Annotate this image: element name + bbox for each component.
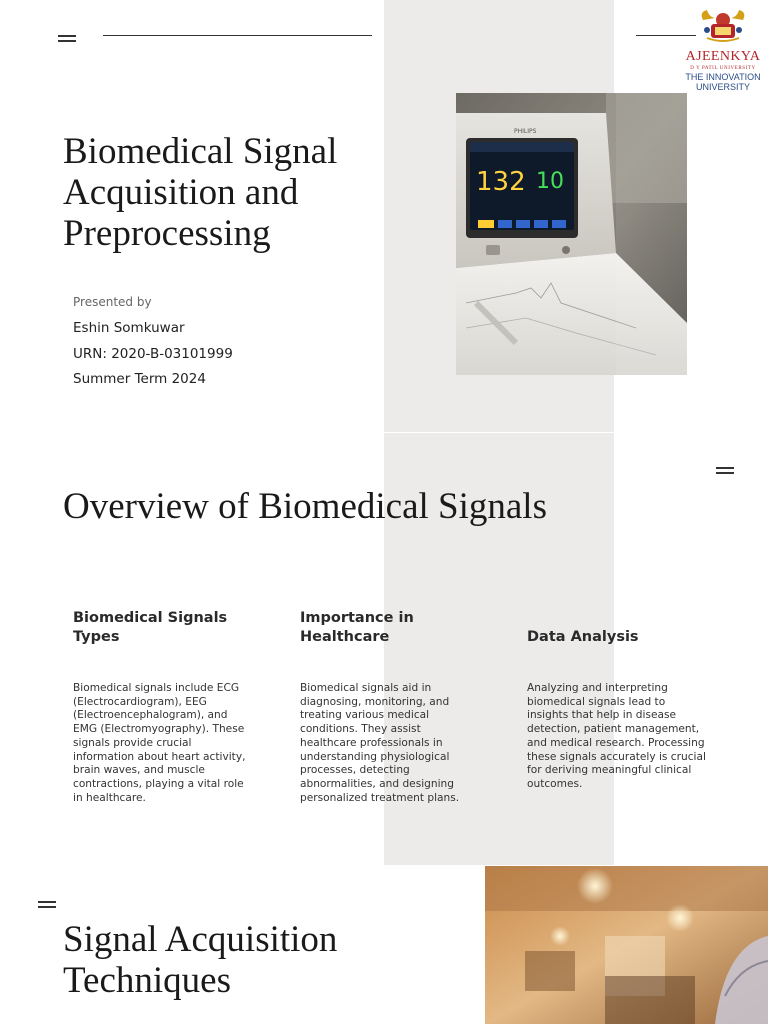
divider-line (103, 35, 372, 36)
presenter-name: Eshin Somkuwar (73, 320, 185, 336)
menu-icon-slide2[interactable] (716, 467, 734, 474)
menu-icon[interactable] (58, 35, 76, 42)
university-logo (680, 8, 766, 92)
techniques-title-line2: Techniques (63, 960, 231, 1001)
logo-subtitle: D Y PATIL UNIVERSITY (690, 66, 756, 71)
presenter-info (73, 293, 233, 393)
card-body-healthcare: Biomedical signals aid in diagnosing, monitoring, and treating various medical conditions. They assist healthcare professionals in understanding physiological processes, detecting abnormalities, and designing personalized treatment plans. (300, 682, 460, 804)
slide-title-line1: Biomedical Signal (63, 131, 338, 172)
slide-title-line3: Preprocessing (63, 213, 271, 254)
card-body-types: Biomedical signals include ECG (Electrocardiogram), EEG (Electroencephalogram), and EMG (Electromyography). These signals provide crucial information about heart activity, brain waves, and muscle contractions, playing a vital role in healthcare. (73, 682, 246, 804)
techniques-title-line1: Signal Acquisition (63, 919, 338, 960)
logo-name: AJEENKYA (685, 49, 761, 64)
card-title-healthcare: Importance in Healthcare (300, 610, 414, 645)
monitor-spo2: 10 (536, 169, 564, 194)
university-crest-icon (697, 8, 749, 44)
patient-monitor-photo (456, 93, 687, 375)
logo-tagline-line2: UNIVERSITY (695, 82, 750, 92)
presenter-term: Summer Term 2024 (73, 371, 206, 387)
logo-tagline-line1: THE INNOVATION (685, 72, 761, 82)
techniques-title (63, 919, 337, 1001)
overview-title: Overview of Biomedical Signals (63, 486, 547, 527)
menu-icon-slide3[interactable] (38, 901, 56, 908)
presented-by-label: Presented by (73, 295, 152, 309)
card-body-analysis: Analyzing and interpreting biomedical signals lead to insights that help in disease detection, patient management, and medical research. Processing these signals accurately is crucial for deriving meaningful clinical outcomes. (527, 682, 706, 790)
lab-photo (485, 866, 768, 1024)
monitor-heart-rate: 132 (476, 167, 526, 197)
slide-title-line2: Acquisition and (63, 172, 299, 213)
card-title-analysis: Data Analysis (527, 629, 639, 645)
slide-title (63, 131, 337, 254)
presenter-urn: URN: 2020-B-03101999 (73, 345, 233, 362)
card-title-types: Biomedical Signals Types (73, 610, 228, 645)
monitor-brand: PHILIPS (514, 128, 537, 135)
